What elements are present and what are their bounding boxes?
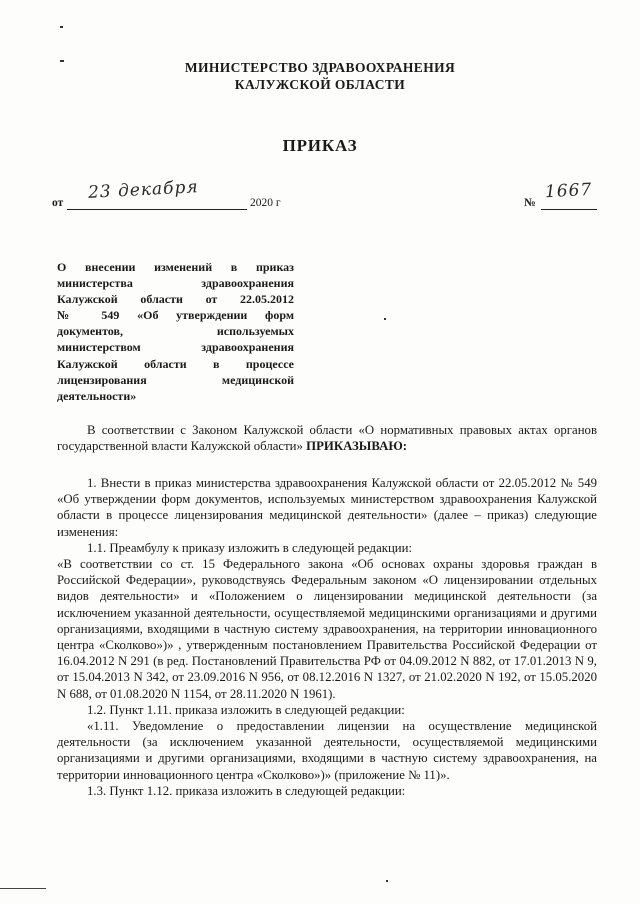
ministry-name-line1: МИНИСТЕРСТВО ЗДРАВООХРАНЕНИЯ	[184, 60, 456, 75]
order-body	[57, 475, 597, 799]
date-underline	[67, 209, 247, 210]
date-year: 2020 г	[250, 197, 281, 209]
edge-line	[0, 888, 46, 889]
item-1: 1. Внести в приказ министерства здравоохранения Калужской области от 22.05.2012 № 549 «Об утверждении форм документов, используемых министерством здравоохранения Калужской области в процессе лицензирования медицинской деятельности» (далее – приказ) следующие изменения:	[57, 476, 597, 539]
scan-speck	[60, 26, 63, 28]
subject-line: Калужской области от 22.05.2012	[57, 292, 294, 307]
subject-line: О внесении изменений в приказ	[57, 260, 294, 274]
subject-line: документов, используемых	[57, 324, 294, 339]
preamble-command: ПРИКАЗЫВАЮ:	[306, 439, 408, 454]
item-1-2-text: «1.11. Уведомление о предоставлении лицензии на осуществление медицинской деятельности (за исключением указанной деятельности, осуществляемой медицинскими организациями и другими организациями, входящими в частную систему здравоохранения, на территории инновационного центра «Сколково»)» (приложение № 11)».	[57, 719, 597, 782]
order-subject	[57, 259, 294, 404]
scan-speck	[386, 880, 388, 882]
document-title: ПРИКАЗ	[282, 136, 358, 155]
item-1-2: 1.2. Пункт 1.11. приказа изложить в следующей редакции:	[87, 702, 405, 717]
preamble	[57, 422, 597, 454]
item-1-1: 1.1. Преамбулу к приказу изложить в следующей редакции:	[87, 540, 413, 555]
subject-line: министерством здравоохранения	[57, 340, 294, 355]
subject-line: лицензирования медицинской	[57, 372, 294, 387]
scan-speck	[384, 318, 386, 320]
subject-line: министерства здравоохранения	[57, 276, 294, 291]
date-prefix: от	[52, 197, 64, 209]
handwritten-number: 1667	[544, 179, 593, 203]
ministry-name-line2: КАЛУЖСКОЙ ОБЛАСТИ	[234, 77, 406, 92]
subject-line: Калужской области в процессе	[57, 356, 294, 371]
number-underline	[541, 209, 597, 210]
item-1-1-text: «В соответствии со ст. 15 Федерального закона «Об основах охраны здоровья граждан в Российской Федерации», руководствуясь Федеральным законом «О лицензировании отдельных видов деятельности» и «Положением о лицензировании медицинской деятельности (за исключением указанной деятельности, осуществляемой медицинскими организациями и другими организациями, входящими в частную систему здравоохранения, на территории инновационного центра «Сколково»)» , утвержденным постановлением Правительства Российской Федерации от 16.04.2012 N 291 (в ред. Постановлений Правительства РФ от 04.09.2012 N 882, от 17.01.2013 N 9, от 15.04.2013 N 342, от 23.09.2016 N 956, от 08.12.2016 N 1327, от 21.02.2020 N 192, от 15.05.2020 N 688, от 01.08.2020 N 1154, от 28.11.2020 N 1961).	[57, 557, 597, 701]
item-1-3: 1.3. Пункт 1.12. приказа изложить в следующей редакции:	[87, 783, 406, 798]
subject-line: деятельности»	[57, 388, 137, 403]
handwritten-date: 23 декабря	[87, 177, 200, 203]
subject-line: № 549 «Об утверждении форм	[57, 308, 294, 323]
number-prefix: №	[524, 197, 536, 209]
preamble-text: В соответствии с Законом Калужской области «О нормативных правовых актах органов государственной власти Калужской области»	[57, 423, 597, 454]
